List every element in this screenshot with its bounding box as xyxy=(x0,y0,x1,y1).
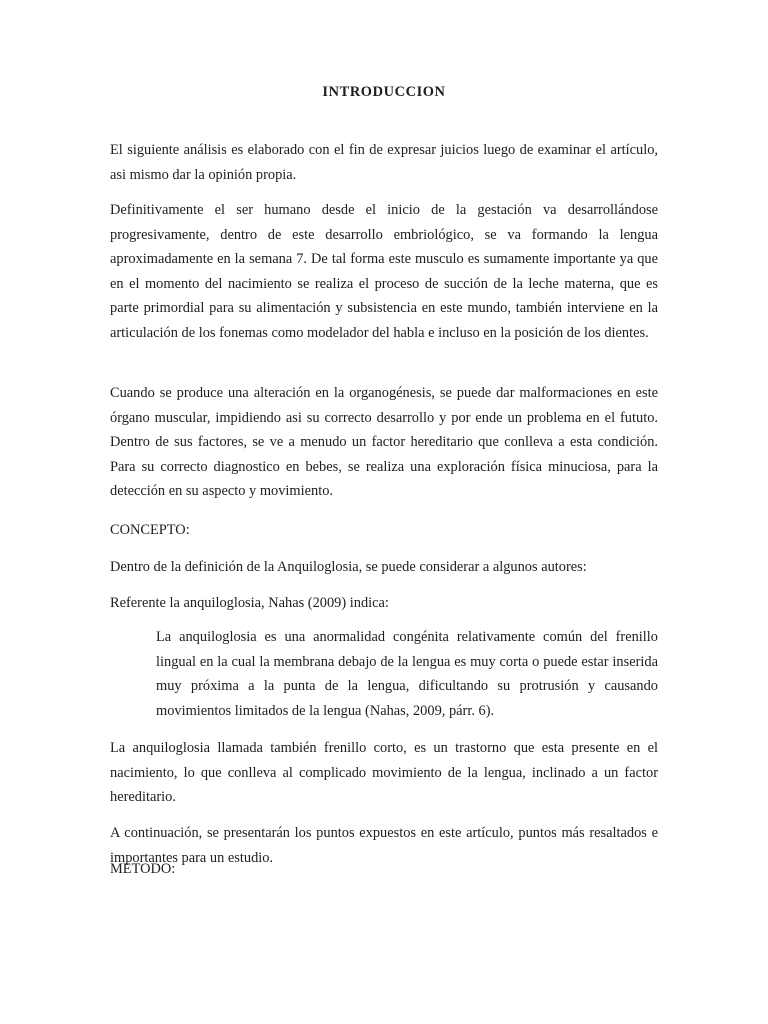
concept-paragraph-1: Dentro de la definición de la Anquiloglosia, se puede considerar a algunos autores: xyxy=(110,559,587,575)
concept-paragraph-2: Referente la anquiloglosia, Nahas (2009) indica: xyxy=(110,595,389,611)
intro-paragraph-2: Definitivamente el ser humano desde el inicio de la gestación va desarrollándose progresivamente, dentro de este desarrollo embriológico, se va formando la lengua aproximadamente en la semana 7. De tal forma este musculo es sumamente importante ya que en el momento del nacimiento se realiza el proceso de succión de la leche materna, que es parte primordial para su alimentación y subsistencia en este mundo, también interviene en la articulación de los fonemas como modelador del habla e incluso en la posición de los dientes. xyxy=(110,202,658,341)
intro-paragraph-1: El siguiente análisis es elaborado con el fin de expresar juicios luego de examinar el artículo, asi mismo dar la opinión propia. xyxy=(110,142,658,183)
intro-paragraph-3: Cuando se produce una alteración en la organogénesis, se puede dar malformaciones en este órgano muscular, impidiendo asi su correcto desarrollo y por ende un problema en el fututo. Dentro de sus factores, se ve a menudo un factor hereditario que conlleva a esta condición. Para su correcto diagnostico en bebes, se realiza una exploración física minuciosa, para la detección en su aspecto y movimiento. xyxy=(110,385,658,500)
concept-paragraph-4: A continuación, se presentarán los puntos expuestos en este artículo, puntos más resaltados e importantes para un estudio. xyxy=(110,825,658,866)
document-title: INTRODUCCION xyxy=(322,84,446,100)
concept-heading: CONCEPTO: xyxy=(110,522,190,538)
concept-paragraph-3: La anquiloglosia llamada también frenillo corto, es un trastorno que esta presente en el nacimiento, lo que conlleva al complicado movimiento de la lengua, inclinado a un factor hereditario. xyxy=(110,740,658,806)
method-heading: METODO: xyxy=(110,861,176,877)
block-quote: La anquiloglosia es una anormalidad congénita relativamente común del frenillo lingual en la cual la membrana debajo de la lengua es muy corta o puede estar inserida muy próxima a la punta de la lengua, dificultando su protrusión y causando movimientos limitados de la lengua (Nahas, 2009, párr. 6). xyxy=(156,629,658,719)
